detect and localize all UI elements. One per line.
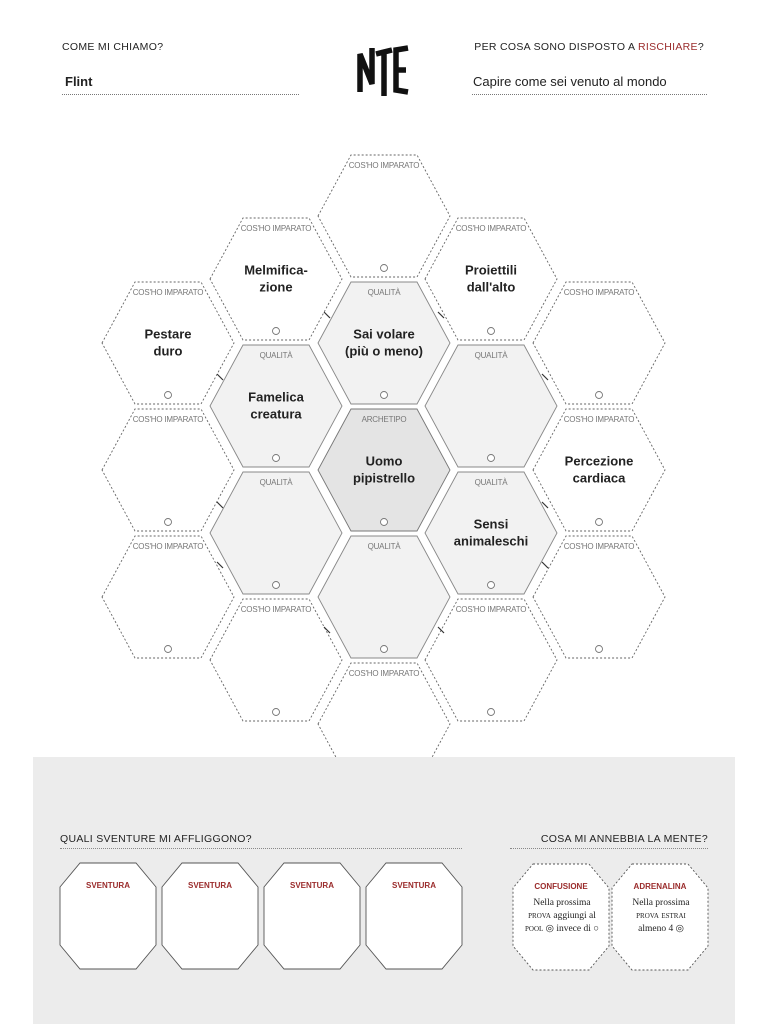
hex-text-line: duro [153, 343, 183, 359]
misfortune-card-title: SVENTURA [391, 881, 437, 890]
misfortune-card-title: SVENTURA [289, 881, 335, 890]
mind-card-title: ADRENALINA [633, 882, 687, 891]
name-label: COME MI CHIAMO? [62, 41, 164, 53]
name-field[interactable]: Flint [62, 72, 299, 95]
hex-caption: COS'HO IMPARATO [455, 605, 527, 614]
hex-text-line: Pestare [144, 326, 192, 342]
hex-text-line: Uomo [365, 453, 403, 469]
misfortune-card-title: SVENTURA [187, 881, 233, 890]
hex-caption: COS'HO IMPARATO [348, 161, 420, 170]
hex-caption: COS'HO IMPARATO [240, 605, 312, 614]
mind-card-title: CONFUSIONE [534, 882, 588, 891]
mind-title: COSA MI ANNEBBIA LA MENTE? [540, 833, 708, 845]
hex-caption: COS'HO IMPARATO [563, 288, 635, 297]
confusion-text: Nella prossima prova aggiungi al pool ◎ invece di ○ [525, 898, 599, 934]
hex-caption: COS'HO IMPARATO [240, 224, 312, 233]
hex-caption: QUALITÀ [259, 351, 293, 360]
hex-caption: COS'HO IMPARATO [132, 542, 204, 551]
adrenaline-text: Nella prossima prova estrai almeno 4 ◎ [632, 898, 690, 934]
hex-text-line: Proiettili [464, 262, 518, 278]
hex-caption: COS'HO IMPARATO [563, 542, 635, 551]
hex-caption: COS'HO IMPARATO [132, 415, 204, 424]
misfortune-card-outline [264, 863, 360, 969]
misfortune-card-title: SVENTURA [85, 881, 131, 890]
risk-label: PER COSA SONO DISPOSTO A RISCHIARE? [474, 41, 704, 53]
misfortune-card[interactable] [264, 863, 360, 969]
hex-caption: ARCHETIPO [361, 415, 407, 424]
hex-text-line: zione [259, 279, 293, 295]
misfortune-card-outline [366, 863, 462, 969]
hex-text-line: Sensi [473, 516, 509, 532]
misfortune-card[interactable] [162, 863, 258, 969]
hex-text-line: (più o meno) [345, 343, 423, 359]
hex-text-line: Melmifica- [244, 262, 308, 278]
hex-caption: QUALITÀ [474, 478, 508, 487]
risk-field[interactable]: Capire come sei venuto al mondo [472, 72, 707, 95]
hex-caption: QUALITÀ [474, 351, 508, 360]
hex-caption: QUALITÀ [367, 542, 401, 551]
hex-text-line: cardiaca [572, 470, 626, 486]
misfortune-card[interactable] [60, 863, 156, 969]
hex-caption: COS'HO IMPARATO [563, 415, 635, 424]
hex-text-line: Sai volare [353, 326, 415, 342]
misfortune-card-outline [60, 863, 156, 969]
hex-caption: COS'HO IMPARATO [455, 224, 527, 233]
hex-text-line: animaleschi [453, 533, 529, 549]
hex-text-line: pipistrello [352, 470, 416, 486]
hex-caption: QUALITÀ [259, 478, 293, 487]
hex-caption: QUALITÀ [367, 288, 401, 297]
hex-caption: COS'HO IMPARATO [348, 669, 420, 678]
misfortune-card-outline [162, 863, 258, 969]
hex-text-line: Famelica [248, 389, 304, 405]
hex-text-line: creatura [250, 406, 302, 422]
hex-text-line: Percezione [564, 453, 634, 469]
hex-text-line: dall'alto [466, 279, 516, 295]
hex-caption: COS'HO IMPARATO [132, 288, 204, 297]
misfortunes-title: QUALI SVENTURE MI AFFLIGGONO? [60, 833, 252, 845]
misfortune-card[interactable] [366, 863, 462, 969]
